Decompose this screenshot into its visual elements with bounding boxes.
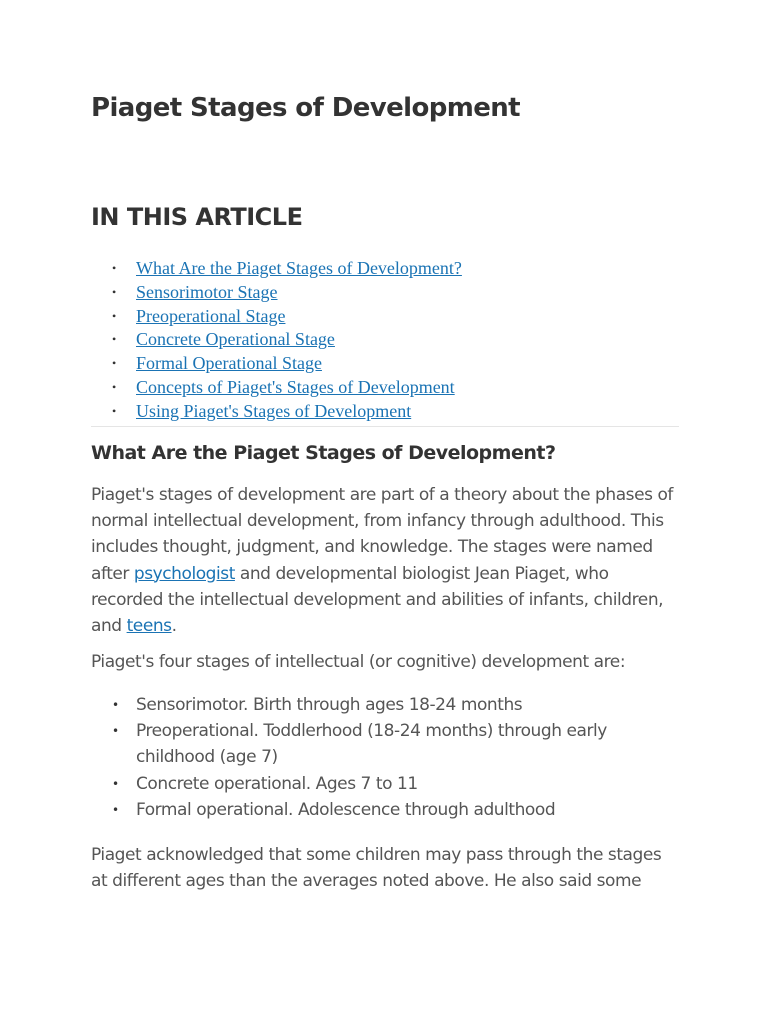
toc-heading: IN THIS ARTICLE <box>91 203 303 231</box>
toc-link-using-stages[interactable]: Using Piaget's Stages of Development <box>136 400 412 421</box>
toc-item <box>91 305 679 329</box>
bullet-icon: • <box>112 356 117 371</box>
stage-item <box>91 797 681 823</box>
stage-text: Sensorimotor. Birth through ages 18-24 months <box>136 695 523 715</box>
bullet-icon: • <box>112 724 119 739</box>
page-title: Piaget Stages of Development <box>91 93 520 123</box>
intro-paragraph <box>91 482 681 639</box>
section-heading: What Are the Piaget Stages of Development? <box>91 442 556 464</box>
stages-list <box>91 692 681 823</box>
stage-text: Preoperational. Toddlerhood (18-24 months) through early childhood (age 7) <box>136 721 607 768</box>
teens-link[interactable]: teens <box>126 616 172 637</box>
toc-link-sensorimotor[interactable]: Sensorimotor Stage <box>136 281 278 302</box>
bullet-icon: • <box>112 802 119 817</box>
toc-item <box>91 400 679 424</box>
intro-text-middle: and developmental biologist Jean Piaget, who recorded the intellectual development and abilities of infants, children, and <box>91 563 664 637</box>
toc-item <box>91 281 679 305</box>
bullet-icon: • <box>112 403 117 418</box>
bullet-icon: • <box>112 261 117 275</box>
toc-link-concepts[interactable]: Concepts of Piaget's Stages of Development <box>136 376 455 397</box>
psychologist-link[interactable]: psychologist <box>133 563 235 584</box>
toc-item <box>91 352 679 376</box>
stage-item <box>91 718 681 770</box>
stage-item <box>91 771 681 797</box>
toc-item <box>91 328 679 352</box>
stage-item <box>91 692 681 718</box>
toc-link-what-are-stages[interactable]: What Are the Piaget Stages of Development? <box>136 258 462 278</box>
toc-link-concrete-operational[interactable]: Concrete Operational Stage <box>136 329 335 350</box>
table-of-contents <box>91 257 679 427</box>
bullet-icon: • <box>112 332 117 347</box>
stage-text: Concrete operational. Ages 7 to 11 <box>136 773 418 794</box>
bullet-icon: • <box>112 698 119 712</box>
intro-text-start: Piaget's stages of development are part of a theory about the phases of normal intellectual development, from infancy through adulthood. This includes thought, judgment, and knowledge. The stages were named after <box>91 485 673 584</box>
bullet-icon: • <box>112 308 117 323</box>
stages-intro-paragraph: Piaget's four stages of intellectual (or cognitive) development are: <box>91 652 626 672</box>
intro-text-end: . <box>171 616 177 637</box>
toc-link-preoperational[interactable]: Preoperational Stage <box>136 305 286 326</box>
toc-item <box>91 257 679 281</box>
closing-paragraph: Piaget acknowledged that some children may pass through the stages at different ages than the averages noted above. He also said some <box>91 845 662 892</box>
bullet-icon: • <box>112 284 117 299</box>
bullet-icon: • <box>112 379 117 394</box>
bullet-icon: • <box>112 776 119 791</box>
toc-link-formal-operational[interactable]: Formal Operational Stage <box>136 353 322 374</box>
toc-item <box>91 376 679 400</box>
stage-text: Formal operational. Adolescence through adulthood <box>136 799 556 820</box>
